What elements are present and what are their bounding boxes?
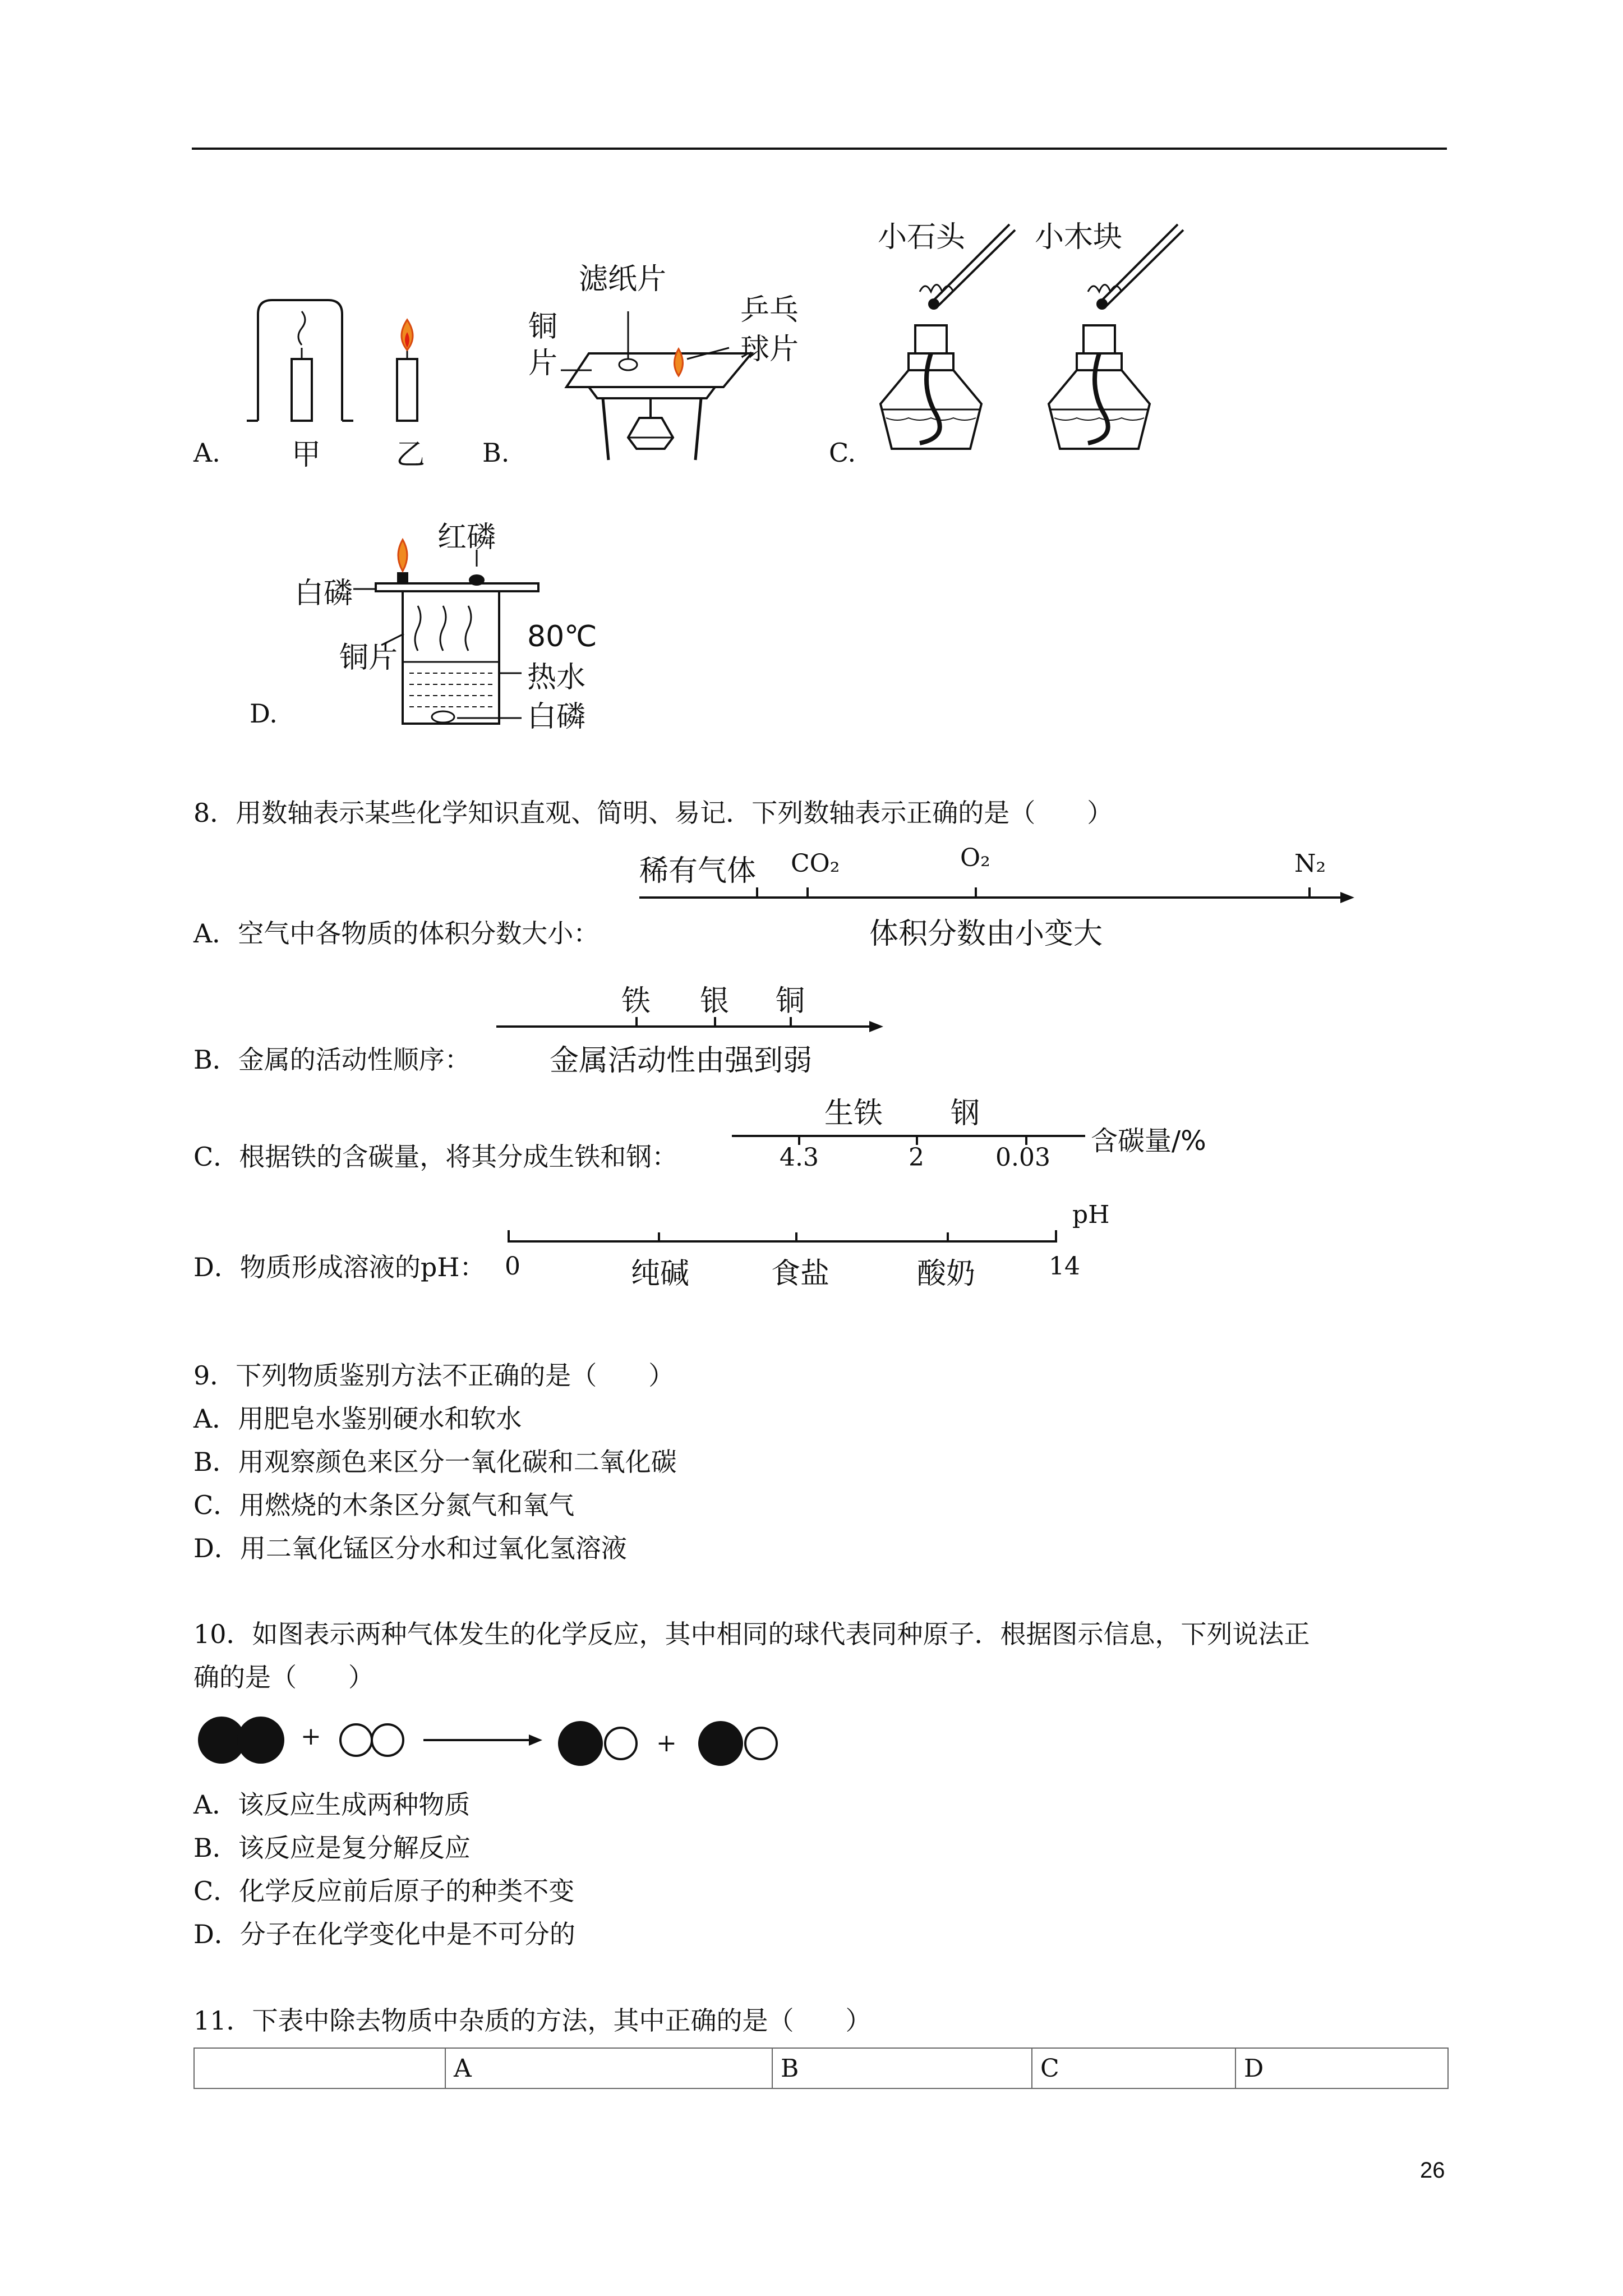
q8-a-tick-n2: N₂ xyxy=(1294,849,1326,878)
q9-stem: 9．下列物质鉴别方法不正确的是（ ） xyxy=(193,1360,675,1391)
table-row xyxy=(194,2048,1448,2088)
q9-option-a: A．用肥皂水鉴别硬水和软水 xyxy=(193,1404,522,1434)
q11-options-table xyxy=(193,2047,1449,2089)
table-cell: D xyxy=(1235,2048,1448,2088)
q7-b-label-pingpong-2: 球片 xyxy=(740,333,799,366)
q10-option-c: C．化学反应前后原子的种类不变 xyxy=(193,1876,575,1906)
q7-d-label-temp: 80℃ xyxy=(527,620,597,654)
q11-stem: 11．下表中除去物质中杂质的方法，其中正确的是（ ） xyxy=(193,2005,872,2036)
page-number: 26 xyxy=(1420,2158,1445,2183)
q10-reaction-diagram xyxy=(193,1711,788,1773)
q8-b-tick-silver: 银 xyxy=(700,984,730,1018)
q7-c-label-stone: 小石头 xyxy=(878,220,966,254)
q8-option-a-label: A．空气中各物质的体积分数大小： xyxy=(193,918,600,949)
q8-c-value-0-03: 0.03 xyxy=(995,1143,1050,1172)
q8-d-unit-ph: pH xyxy=(1072,1200,1110,1229)
table-cell xyxy=(194,2048,445,2088)
q7-figure-a-candles xyxy=(247,292,449,426)
q8-option-c-label: C．根据铁的含碳量，将其分成生铁和钢： xyxy=(193,1142,678,1172)
q10-stem-line-1: 10．如图表示两种气体发生的化学反应，其中相同的球代表同种原子．根据图示信息，下列说法正 xyxy=(193,1619,1310,1649)
q7-b-label-copper-2: 片 xyxy=(528,347,558,380)
q8-b-tick-copper: 铜 xyxy=(776,984,805,1018)
q7-d-label-white-phosphorus-bottom: 白磷 xyxy=(527,700,586,734)
q7-option-b: B. xyxy=(482,438,510,468)
q10-plus-1: + xyxy=(301,1722,321,1751)
q8-b-caption: 金属活动性由强到弱 xyxy=(550,1044,813,1078)
q8-a-tick-co2: CO₂ xyxy=(791,849,840,878)
q7-a-label-yi: 乙 xyxy=(396,438,426,472)
q8-d-tick-14: 14 xyxy=(1049,1252,1080,1281)
q7-b-label-copper-1: 铜 xyxy=(528,310,558,344)
table-cell: B xyxy=(772,2048,1032,2088)
q8-d-tick-salt: 食盐 xyxy=(771,1257,830,1291)
q8-a-caption: 体积分数由小变大 xyxy=(869,917,1103,951)
q8-a-tick-noble-gas: 稀有气体 xyxy=(639,854,757,888)
q7-b-label-filter-paper: 滤纸片 xyxy=(579,263,667,296)
q10-stem-line-2: 确的是（ ） xyxy=(193,1662,374,1692)
q8-c-group-pig-iron: 生铁 xyxy=(824,1097,883,1130)
q9-option-d: D．用二氧化锰区分水和过氧化氢溶液 xyxy=(193,1533,627,1563)
q8-c-group-steel: 钢 xyxy=(951,1097,980,1130)
q8-stem: 8．用数轴表示某些化学知识直观、简明、易记．下列数轴表示正确的是（ ） xyxy=(193,798,1113,828)
q7-d-label-red-phosphorus: 红磷 xyxy=(437,521,496,554)
q7-option-d: D. xyxy=(250,698,278,729)
q8-d-tick-soda: 纯碱 xyxy=(631,1257,690,1291)
q7-b-label-pingpong-1: 乒乓 xyxy=(740,293,799,327)
q8-c-value-2: 2 xyxy=(909,1143,924,1172)
q10-option-a: A．该反应生成两种物质 xyxy=(193,1789,471,1820)
q10-option-b: B．该反应是复分解反应 xyxy=(193,1833,471,1863)
q7-d-label-copper: 铜片 xyxy=(339,641,398,675)
q7-c-label-wood: 小木块 xyxy=(1035,220,1123,254)
q7-a-label-jia: 甲 xyxy=(292,438,321,472)
table-cell: A xyxy=(445,2048,772,2088)
q10-option-d: D．分子在化学变化中是不可分的 xyxy=(193,1919,575,1949)
q7-d-label-white-phosphorus-top: 白磷 xyxy=(294,577,353,610)
q8-d-tick-yogurt: 酸奶 xyxy=(917,1257,976,1291)
q7-option-a: A. xyxy=(193,438,220,468)
table-cell: C xyxy=(1032,2048,1235,2088)
q7-option-c: C. xyxy=(829,438,856,468)
header-rule xyxy=(192,148,1447,150)
q8-option-b-label: B．金属的活动性顺序： xyxy=(193,1045,471,1075)
q8-d-tick-0: 0 xyxy=(505,1252,520,1281)
q10-plus-2: + xyxy=(656,1729,677,1757)
q7-d-label-hot-water: 热水 xyxy=(527,661,586,694)
q9-option-c: C．用燃烧的木条区分氮气和氧气 xyxy=(193,1490,575,1520)
q9-option-b: B．用观察颜色来区分一氧化碳和二氧化碳 xyxy=(193,1447,677,1477)
q8-b-tick-iron: 铁 xyxy=(621,984,651,1018)
q8-c-value-4-3: 4.3 xyxy=(780,1143,819,1172)
q8-a-tick-o2: O₂ xyxy=(960,844,990,872)
q8-option-d-label: D．物质形成溶液的pH： xyxy=(193,1252,486,1282)
q8-c-unit: 含碳量/% xyxy=(1091,1125,1206,1157)
